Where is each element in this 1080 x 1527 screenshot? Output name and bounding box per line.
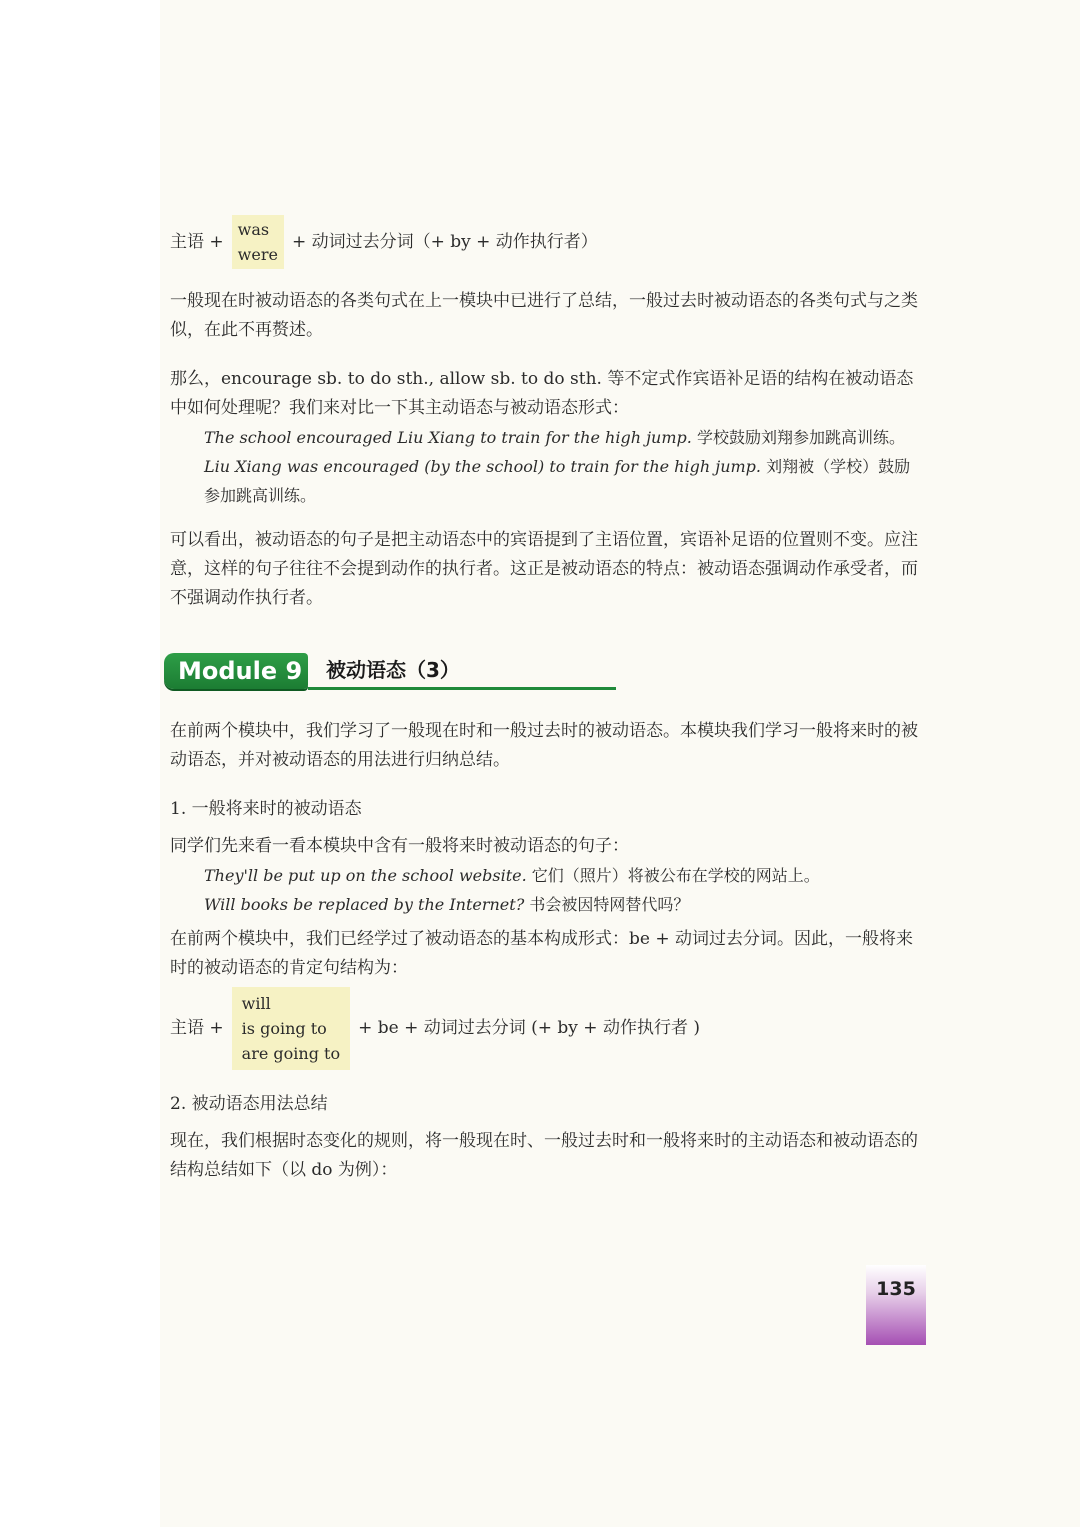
paragraph-structure: 在前两个模块中，我们已经学过了被动语态的基本构成形式：be + 动词过去分词。因此，一般将来时的被动语态的肯定句结构为： — [170, 929, 913, 978]
module-title: 被动语态（3） — [326, 658, 460, 682]
example-website — [170, 861, 922, 890]
example-passive-zh: 刘翔被（学校）鼓励参加跳高训练。 — [204, 457, 911, 505]
formula-rest: + 动词过去分词（+ by + 动作执行者） — [291, 231, 598, 252]
module-badge: Module 9 — [164, 653, 308, 689]
formula-rest-2: + be + 动词过去分词 (+ by + 动作执行者 ) — [358, 1018, 700, 1038]
formula-past-passive — [170, 215, 922, 269]
example-website-zh: 它们（照片）将被公布在学校的网站上。 — [531, 866, 820, 885]
formula-future-passive — [170, 987, 922, 1070]
example-passive-en: Liu Xiang was encouraged (by the school) to train for the high jump. — [204, 457, 761, 476]
paragraph-intro: 在前两个模块中，我们学习了一般现在时和一般过去时的被动语态。本模块我们学习一般将来时的被动语态，并对被动语态的用法进行归纳总结。 — [170, 721, 918, 770]
page-number: 135 — [866, 1265, 926, 1345]
example-active-zh: 学校鼓励刘翔参加跳高训练。 — [696, 428, 905, 447]
paragraph-question: 那么，encourage sb. to do sth., allow sb. to do sth. 等不定式作宾语补足语的结构在被动语态中如何处理呢？我们来对比一下其主动语态与被动语态形式： — [170, 369, 914, 418]
paragraph-look: 同学们先来看一看本模块中含有一般将来时被动语态的句子： — [170, 836, 629, 856]
paragraph-summary: 一般现在时被动语态的各类句式在上一模块中已进行了总结，一般过去时被动语态的各类句式与之类似，在此不再赘述。 — [170, 291, 918, 340]
module-underline — [308, 687, 616, 690]
formula-option-are-going-to: are going to — [241, 1044, 341, 1063]
example-books-zh: 书会被因特网替代吗？ — [529, 895, 690, 914]
example-passive — [170, 452, 922, 510]
example-books — [170, 890, 922, 919]
formula-subject-2: 主语 + — [170, 1018, 224, 1038]
paragraph-observation: 可以看出，被动语态的句子是把主动语态中的宾语提到了主语位置，宾语补足语的位置则不变。应注意，这样的句子往往不会提到动作的执行者。这正是被动语态的特点：被动语态强调动作承受者，而不强调动作执行者。 — [170, 530, 918, 608]
formula-option-was: was — [237, 220, 270, 239]
section-heading-1: 1. 一般将来时的被动语态 — [170, 799, 362, 819]
example-books-en: Will books be replaced by the Internet? — [204, 895, 525, 914]
formula-subject: 主语 + — [170, 231, 224, 252]
formula-option-is-going-to: is going to — [241, 1019, 327, 1038]
example-website-en: They'll be put up on the school website. — [204, 866, 527, 885]
formula-verb-options — [232, 215, 284, 269]
section-heading-2: 2. 被动语态用法总结 — [170, 1094, 328, 1114]
paragraph-summary-table: 现在，我们根据时态变化的规则，将一般现在时、一般过去时和一般将来时的主动语态和被动语态的结构总结如下（以 do 为例）： — [170, 1131, 918, 1180]
module-header — [170, 653, 922, 693]
example-active-en: The school encouraged Liu Xiang to train for the high jump. — [204, 428, 692, 447]
formula-future-options — [232, 987, 350, 1070]
formula-option-were: were — [237, 245, 278, 264]
example-active — [170, 423, 922, 452]
page-content — [170, 215, 922, 1185]
formula-option-will: will — [241, 994, 271, 1013]
